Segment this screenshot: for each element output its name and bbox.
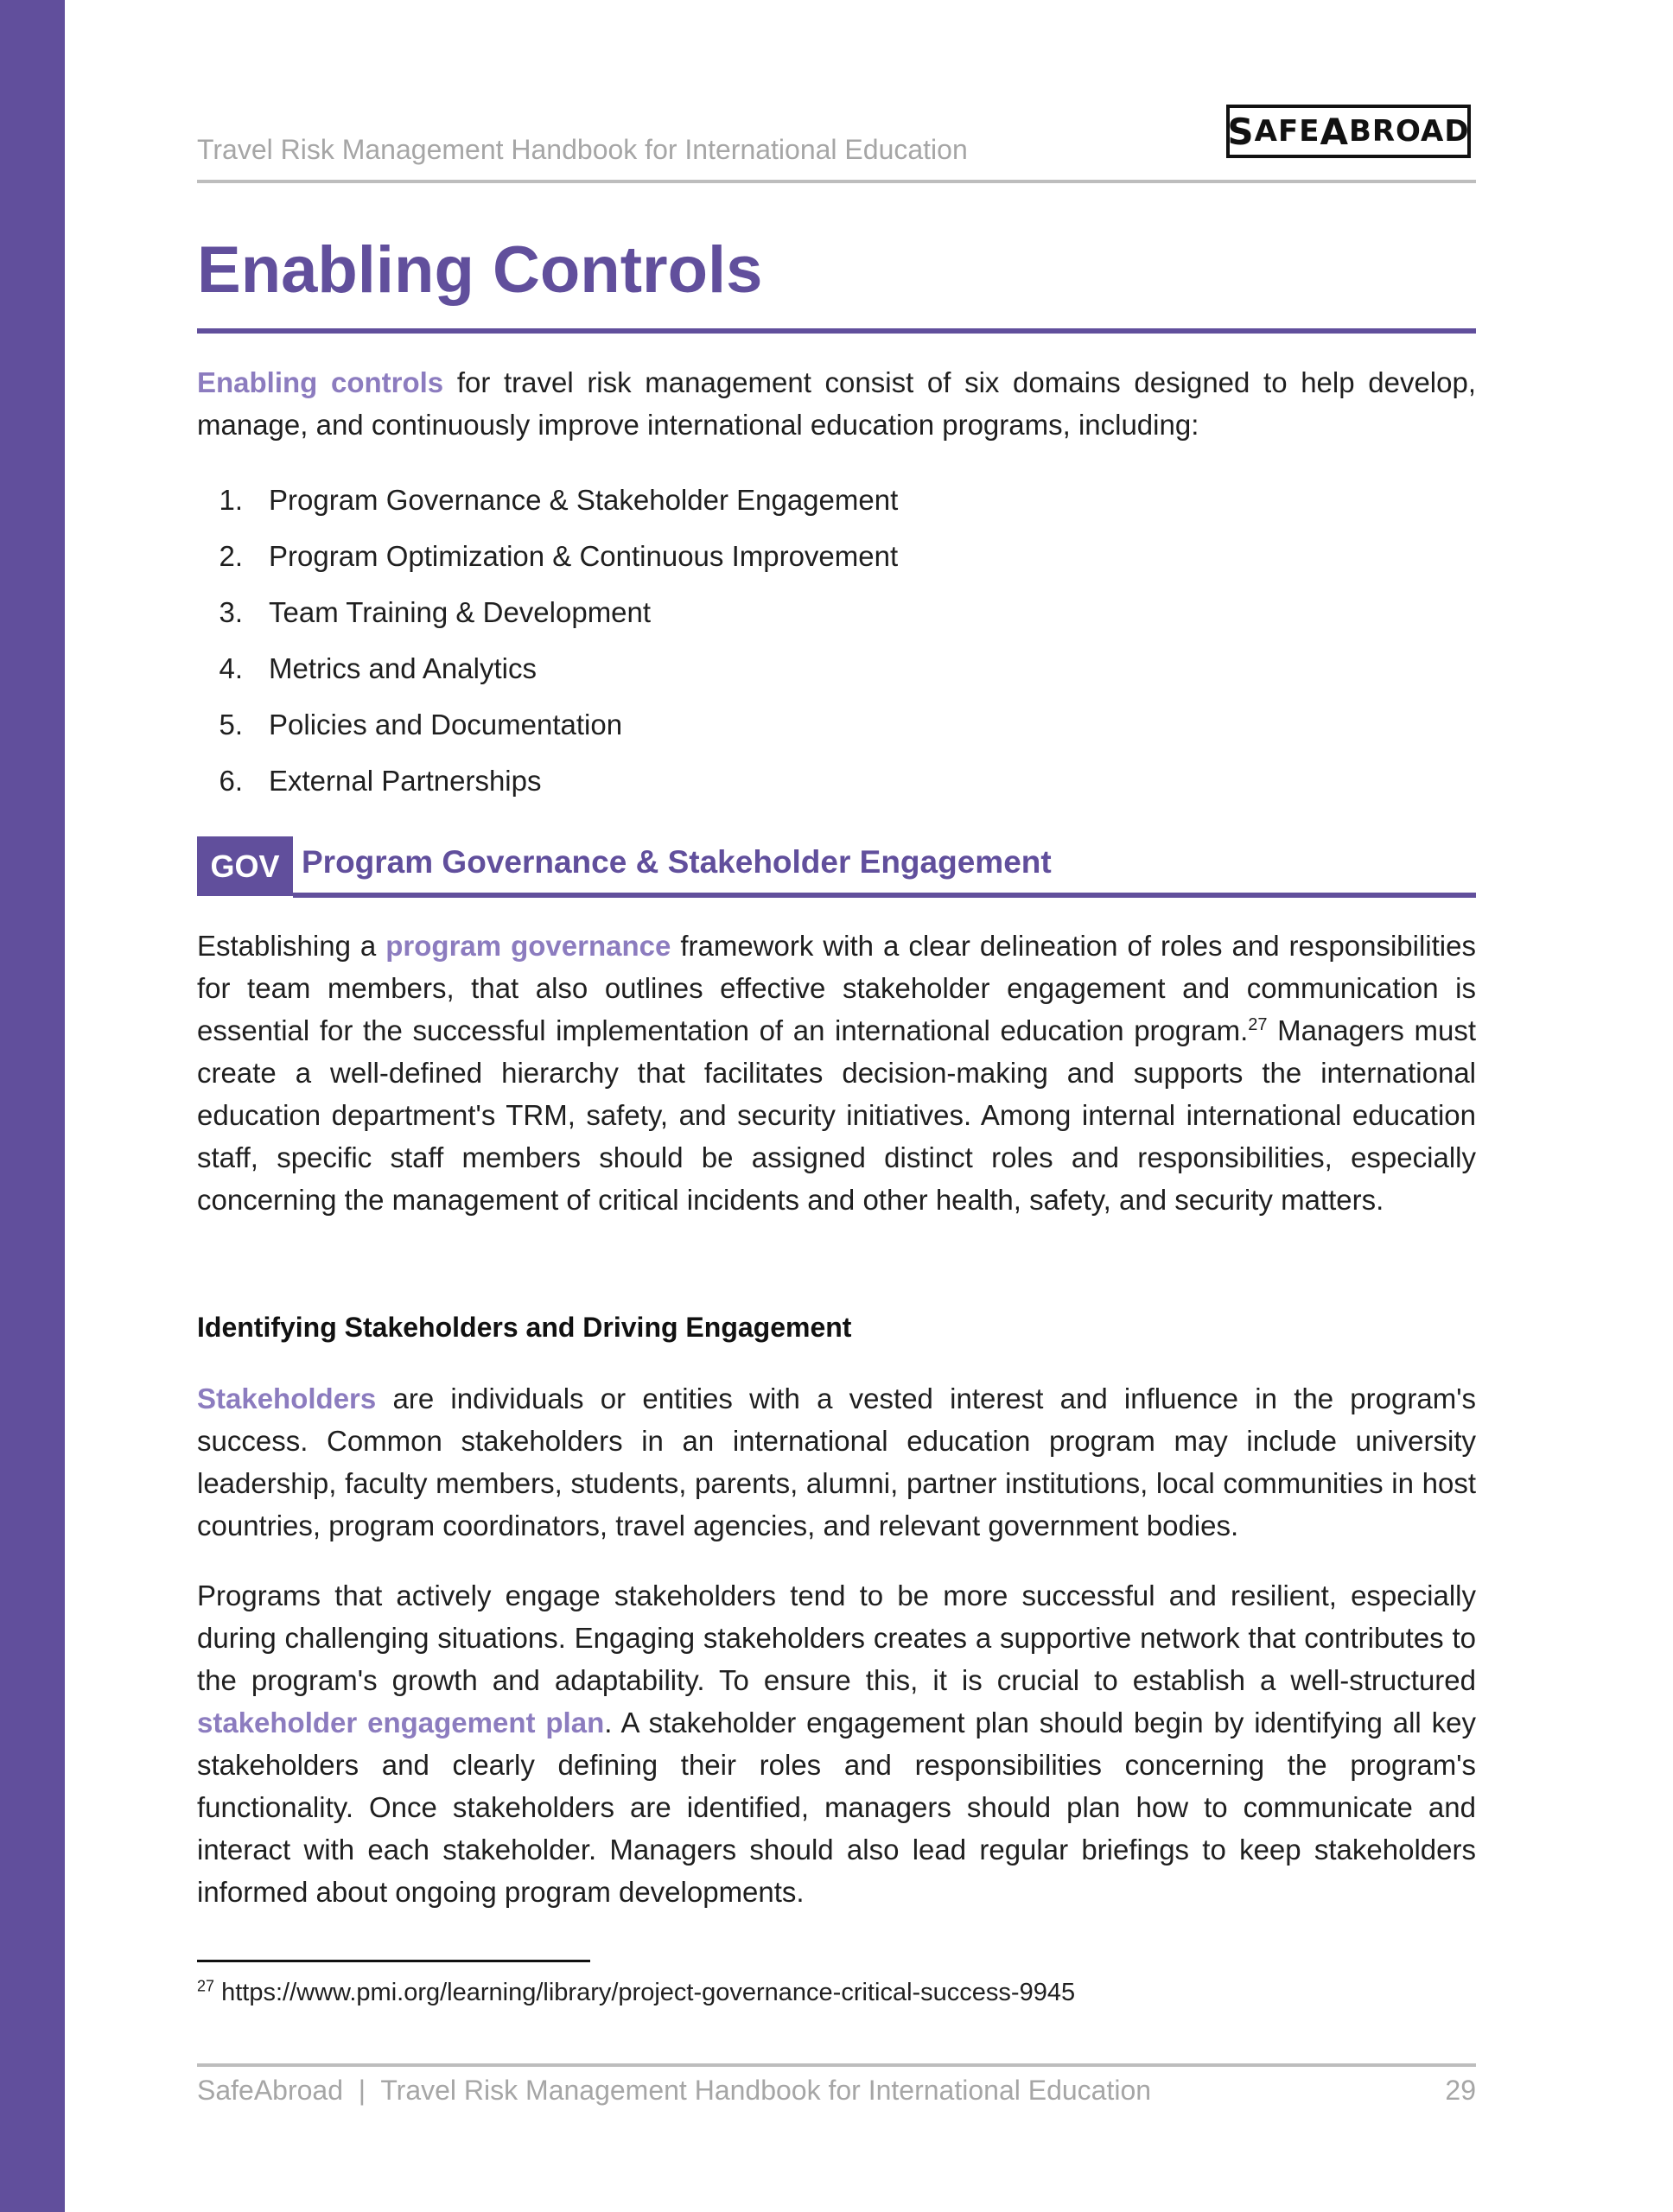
running-footer: SafeAbroad | Travel Risk Management Handbook for International Education — [197, 2075, 1152, 2106]
section-tag: GOV — [197, 836, 293, 896]
intro-paragraph — [197, 361, 1476, 446]
engagement-paragraph: Programs that actively engage stakeholders tend to be more successful and resilient, especially during challenging situations. Engaging stakeholders creates a supportive network that contributes to the program's growth and adaptability. To ensure this, it is crucial to establish a well-structured stakeholder engagement plan. A stakeholder engagement plan should begin by identifying all key stakeholders and clearly defining their roles and responsibilities concerning the program's functionality. Once stakeholders are identified, managers should plan how to communicate and interact with each stakeholder. Managers should also lead regular briefings to keep stakeholders informed about ongoing program developments. — [197, 1580, 1476, 1908]
sidebar-bar — [0, 0, 65, 2212]
section-divider — [293, 893, 1476, 898]
intro-text: for travel risk management consist of six domains designed to help develop, manage, and continuously improve international education programs, including: — [197, 366, 1476, 441]
footer-divider — [197, 2063, 1476, 2067]
title-divider — [197, 328, 1476, 334]
list-item: 5. Policies and Documentation — [219, 709, 623, 741]
subheading: Identifying Stakeholders and Driving Engagement — [197, 1312, 852, 1343]
footnote-divider — [197, 1960, 590, 1962]
intro-term: Enabling controls — [197, 366, 444, 398]
stakeholders-term: Stakeholders — [197, 1382, 377, 1414]
list-item: 6. External Partnerships — [219, 765, 542, 797]
footnote: $^{27}$ https://www.pmi.org/learning/library/project-governance-critical-success-9945 — [197, 1977, 1076, 2006]
list-item: 3. Team Training & Development — [219, 596, 652, 628]
running-header: Travel Risk Management Handbook for International Education — [197, 134, 968, 165]
domain-list — [197, 472, 898, 809]
header-divider — [197, 180, 1476, 183]
safeabroad-logo: S AFE A BROAD — [1226, 105, 1471, 158]
governance-paragraph: Establishing a program governance framework with a clear delineation of roles and responsibilities for team members, that also outlines effective stakeholder engagement and communication is essential for the successful implementation of an international education program.$^{27}$ Managers must create a well-defined hierarchy that facilitates decision-making and supports the international education department's TRM, safety, and security initiatives. Among internal international education staff, specific staff members should be assigned distinct roles and responsibilities, especially concerning the management of critical incidents and other health, safety, and security matters. — [197, 930, 1476, 1216]
program-governance-term: program governance — [385, 930, 671, 962]
footnote-ref: 27 — [1248, 1015, 1268, 1034]
section-heading: Program Governance & Stakeholder Engagement — [302, 844, 1052, 880]
list-item: 4. Metrics and Analytics — [219, 652, 537, 684]
list-item: 1. Program Governance & Stakeholder Engagement — [219, 484, 899, 516]
page-title: Enabling Controls — [197, 233, 763, 307]
stakeholders-paragraph: Stakeholders are individuals or entities with a vested interest and influence in the program's success. Common stakeholders in an international education program may include university leadership, faculty members, students, parents, alumni, partner institutions, local communities in host countries, program coordinators, travel agencies, and relevant government bodies. — [197, 1382, 1476, 1541]
page-number: 29 — [1445, 2075, 1476, 2106]
list-item: 2. Program Optimization & Continuous Improvement — [219, 540, 899, 572]
engagement-plan-term: stakeholder engagement plan — [197, 1707, 605, 1738]
